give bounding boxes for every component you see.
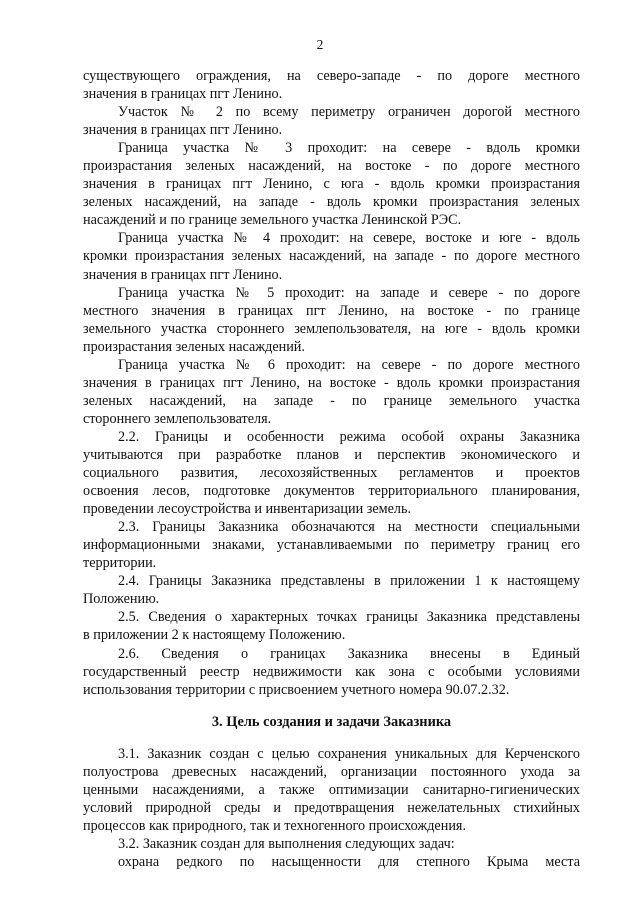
text-line: значения в границах пгт Ленино. [83,86,283,103]
text-line: информационными знаками, устанавливаемыми по периметру границ его [83,537,580,554]
text-line: насаждений и по границе земельного участка Ленинской РЭС. [83,212,462,229]
text-line: государственный реестр недвижимости как зона с особыми условиями [83,663,580,680]
text-line: территории. [83,555,157,572]
text-line: процессов как природного, так и техногенного происхождения. [83,817,466,834]
spacer [83,731,580,745]
text-line: значения в границах пгт Ленино, на востоке - вдоль кромки произрастания [83,374,580,391]
section-2-text [83,67,580,699]
text-line: Граница участка № 6 проходит: на севере - по дороге местного [118,356,580,373]
text-line: Граница участка № 5 проходит: на западе и севере - по дороге [118,284,580,301]
text-line: произрастания зеленых насаждений, на востоке - по дороге местного [83,158,580,175]
section-3-text [83,745,580,871]
text-line: социального развития, лесохозяйственных регламентов и проектов [83,465,580,482]
text-line: Граница участка № 4 проходит: на севере, востоке и юге - вдоль [118,230,580,247]
text-line: земельного участка стороннего землепользователя, на юге - вдоль кромки [83,320,580,337]
text-line: Граница участка № 3 проходит: на севере - вдоль кромки [118,140,580,157]
text-line: 2.5. Сведения о характерных точках границы Заказника представлены [118,609,580,626]
text-line: значения в границах пгт Ленино, с юга - вдоль кромки произрастания [83,176,580,193]
text-line: существующего ограждения, на северо-западе - по дороге местного [83,68,580,84]
text-line: 2.3. Границы Заказника обозначаются на местности специальными [118,519,580,536]
text-line: зеленых насаждений, на западе - вдоль кромки произрастания зеленых [83,194,580,211]
text-line: значения в границах пгт Ленино. [83,266,283,283]
text-line: условий природной среды и предотвращения нежелательных стихийных [83,799,580,816]
section-heading: 3. Цель создания и задачи Заказника [211,713,452,730]
text-line: проведении лесоустройства и инвентаризации земель. [83,501,412,518]
text-line: 2.2. Границы и особенности режима особой охраны Заказника [118,428,580,445]
text-line: 3.1. Заказник создан с целью сохранения уникальных для Керченского [118,745,580,762]
text-line: произрастания зеленых насаждений. [83,338,305,355]
text-line: охрана редкого по насыщенности для степного Крыма места [118,853,580,870]
text-line: значения в границах пгт Ленино. [83,122,283,139]
text-line: полуострова древесных насаждений, организации постоянного ухода за [83,763,580,780]
text-line: учитываются при разработке планов и перспектив экономического и [83,446,580,463]
text-line: Участок № 2 по всему периметру ограничен дорогой местного [118,104,580,121]
text-line: зеленых насаждений, на западе - по границе земельного участка [83,392,580,409]
document-body [83,67,580,871]
text-line: 2.6. Сведения о границах Заказника внесены в Единый [118,645,580,662]
text-line: стороннего землепользователя. [83,410,272,427]
text-line: Положению. [83,591,160,608]
text-line: в приложении 2 к настоящему Положению. [83,627,346,644]
text-line: местного значения в границах пгт Ленино, на востоке - по границе [83,302,580,319]
page-number: 2 [316,37,324,52]
text-line: 2.4. Границы Заказника представлены в приложении 1 к настоящему [118,573,580,590]
text-line: кромки произрастания зеленых насаждений, на западе - по дороге местного [83,248,580,265]
text-line: 3.2. Заказник создан для выполнения следующих задач: [118,835,455,852]
spacer [83,699,580,713]
text-line: ценными насаждениями, а также оптимизации санитарно-гигиенических [83,781,580,798]
text-line: использования территории с присвоением учетного номера 90.07.2.32. [83,681,510,698]
text-line: освоения лесов, подготовке документов территориального планирования, [83,483,580,500]
